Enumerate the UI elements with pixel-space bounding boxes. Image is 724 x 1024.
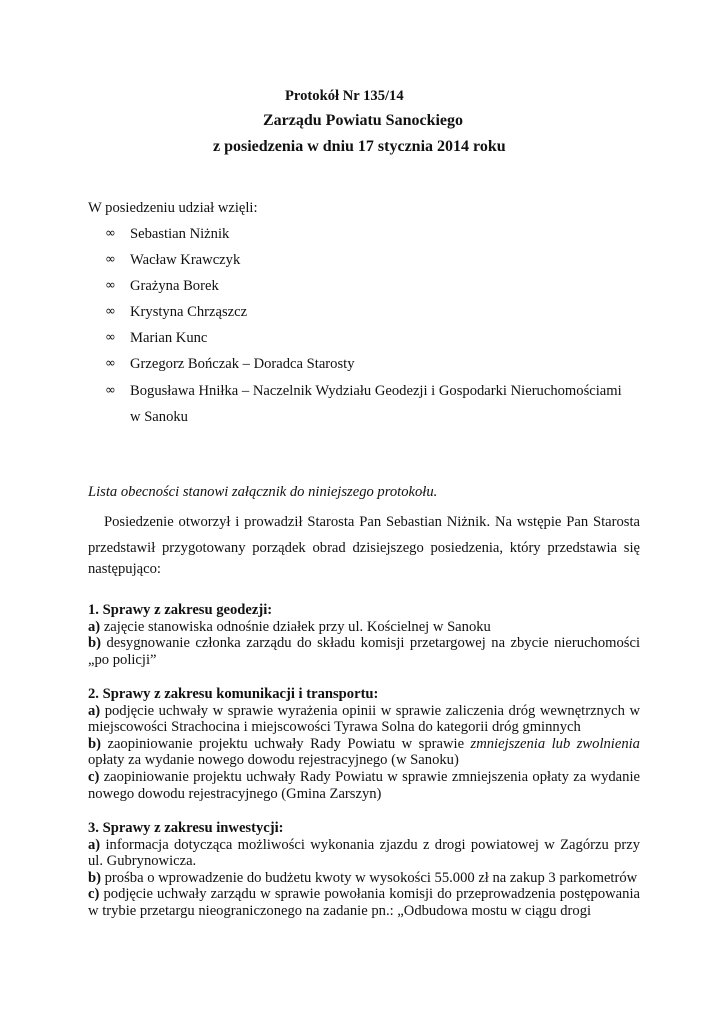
agenda-item bbox=[88, 886, 640, 919]
agenda-item bbox=[88, 870, 640, 887]
agenda-item bbox=[88, 736, 640, 769]
attendance-note: Lista obecności stanowi załącznik do niniejszego protokołu. bbox=[88, 484, 438, 500]
infinity-bullet-icon: ∞ bbox=[105, 252, 116, 267]
infinity-bullet-icon: ∞ bbox=[105, 304, 116, 319]
item-text: prośba o wprowadzenie do budżetu kwoty w wysokości 55.000 zł na zakup 3 parkometrów bbox=[100, 869, 638, 886]
protocol-number: Protokół Nr 135/14 bbox=[285, 88, 404, 104]
item-text: zajęcie stanowiska odnośnie działek przy ul. Kościelnej w Sanoku bbox=[100, 618, 491, 635]
attendee-location: w Sanoku bbox=[130, 409, 188, 425]
section-heading: 3. Sprawy z zakresu inwestycji: bbox=[88, 820, 284, 836]
attendee-name: Sebastian Niżnik bbox=[130, 226, 230, 242]
agenda-item bbox=[88, 703, 640, 736]
item-text: podjęcie uchwały w sprawie wyrażenia opinii w sprawie zaliczenia dróg wewnętrznych w miejscowości Strachocina i miejscowości Tyrawa Solna do kategorii dróg gminnych bbox=[88, 702, 640, 736]
agenda-section-investments bbox=[88, 820, 640, 920]
item-text: zaopiniowanie projektu uchwały Rady Powiatu w sprawie bbox=[100, 735, 471, 752]
attendee-name: Bogusława Hniłka – Naczelnik Wydziału Geodezji i Gospodarki Nieruchomościami bbox=[130, 383, 622, 399]
attendee-name: Grzegorz Bończak – Doradca Starosty bbox=[130, 356, 355, 372]
agenda-item bbox=[88, 619, 640, 636]
agenda-item bbox=[88, 837, 640, 870]
item-letter: a) bbox=[88, 702, 101, 719]
section-heading: 2. Sprawy z zakresu komunikacji i transportu: bbox=[88, 686, 379, 702]
item-letter: c) bbox=[88, 886, 100, 903]
item-text: zaopiniowanie projektu uchwały Rady Powiatu w sprawie zmniejszenia opłaty za wydanie nowego dowodu rejestracyjnego (Gmina Zarszyn) bbox=[88, 768, 640, 802]
infinity-bullet-icon: ∞ bbox=[105, 356, 116, 371]
opening-paragraph: Posiedzenie otworzył i prowadził Starosta Pan Sebastian Niżnik. Na wstępie Pan Starosta przedstawił przygotowany porządek obrad dzisiejszego posiedzenia, który przedstawia się bbox=[88, 514, 640, 556]
item-letter: a) bbox=[88, 618, 101, 635]
item-text: opłaty za wydanie nowego dowodu rejestracyjnego (w Sanoku) bbox=[88, 752, 459, 769]
item-letter: b) bbox=[88, 735, 101, 752]
item-text: informacja dotycząca możliwości wykonania zjazdu z drogi powiatowej w Zagórzu przy ul. Gubrynowicza. bbox=[88, 836, 640, 870]
item-letter: a) bbox=[88, 836, 101, 853]
infinity-bullet-icon: ∞ bbox=[105, 383, 116, 398]
item-text-italic: zmniejszenia lub zwolnienia bbox=[470, 735, 640, 752]
infinity-bullet-icon: ∞ bbox=[105, 278, 116, 293]
opening-paragraph-end: następująco: bbox=[88, 561, 161, 577]
attendance-intro: W posiedzeniu udział wzięli: bbox=[88, 200, 258, 216]
attendee-name: Grażyna Borek bbox=[130, 278, 219, 294]
item-letter: c) bbox=[88, 768, 100, 785]
attendee-name: Krystyna Chrząszcz bbox=[130, 304, 248, 320]
item-text: podjęcie uchwały zarządu w sprawie powołania komisji do przeprowadzenia postępowania w trybie przetargu nieograniczonego na zadanie pn.: „Odbudowa mostu w ciągu drogi bbox=[88, 886, 640, 919]
agenda-section-geodesy bbox=[88, 602, 640, 668]
meeting-date: z posiedzenia w dniu 17 stycznia 2014 roku bbox=[213, 138, 506, 155]
section-heading: 1. Sprawy z zakresu geodezji: bbox=[88, 602, 273, 618]
agenda-section-transport bbox=[88, 686, 640, 802]
attendee-name: Marian Kunc bbox=[130, 330, 208, 346]
board-name: Zarządu Powiatu Sanockiego bbox=[263, 112, 464, 129]
infinity-bullet-icon: ∞ bbox=[105, 226, 116, 241]
attendee-name: Wacław Krawczyk bbox=[130, 252, 241, 268]
agenda-item bbox=[88, 635, 640, 668]
agenda-item bbox=[88, 769, 640, 802]
item-letter: b) bbox=[88, 635, 101, 652]
infinity-bullet-icon: ∞ bbox=[105, 330, 116, 345]
item-letter: b) bbox=[88, 869, 101, 886]
item-text: desygnowanie członka zarządu do składu komisji przetargowej na zbycie nieruchomości „po policji” bbox=[88, 635, 640, 668]
